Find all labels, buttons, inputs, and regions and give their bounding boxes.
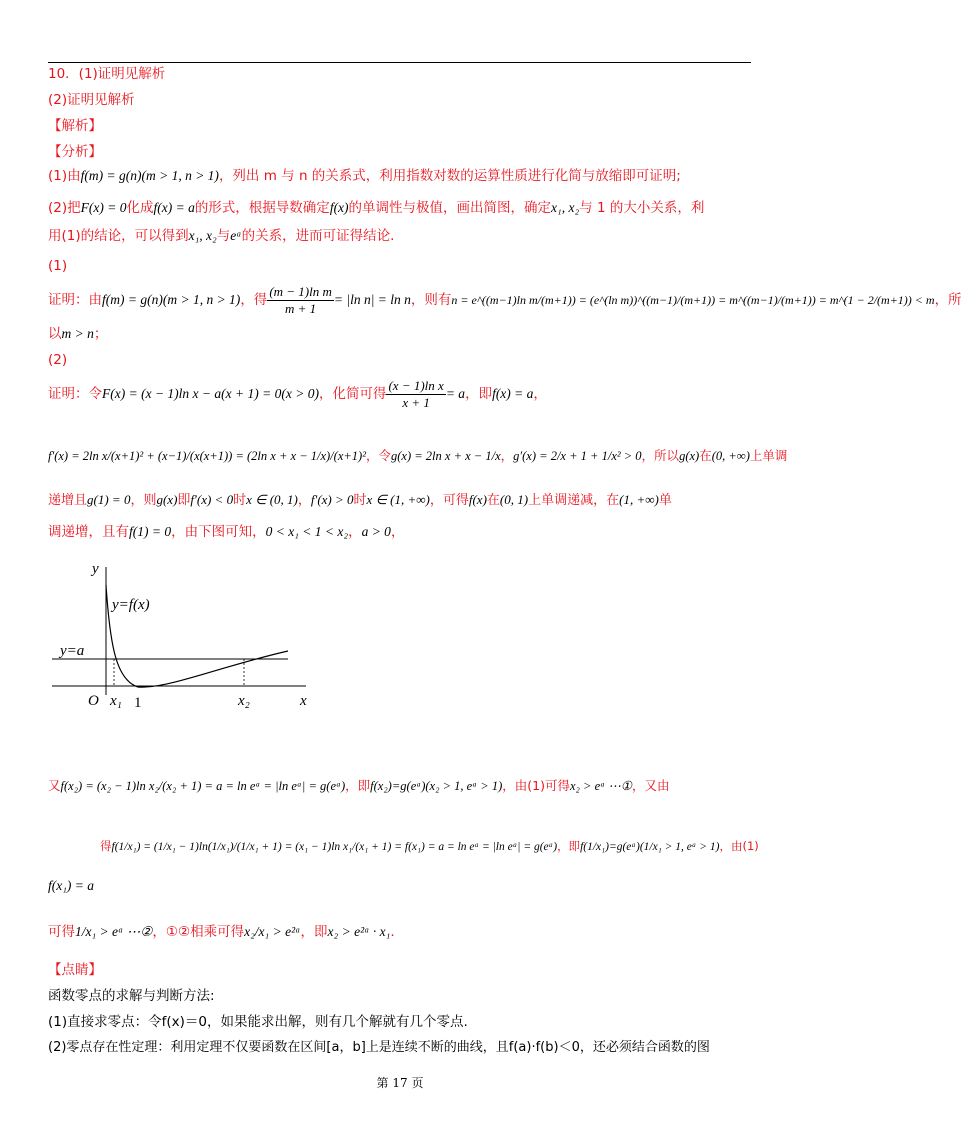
page-footer: 第 17 页 [376,1076,424,1090]
line-label: y=a [60,643,85,659]
later-line2: 得f(1/x₁) = (1/x₁ − 1)ln(1/x₁)/(1/x₁ + 1) = (x₁ − 1)ln x₁/(x₁ + 1) = f(x₁) = a = ln eᵃ = |ln eᵃ| = g(eᵃ)，即f(1/x₁)=g(eᵃ)(1/x₁ > 1, eᵃ > 1)，由(1) [100,839,759,853]
analysis-part1: (1)由f(m) = g(n)(m > 1, n > 1)，列出 m 与 n 的关系式，利用指数对数的运算性质进行化简与放缩即可证明; [48,168,681,184]
part1-proof: 证明：由f(m) = g(n)(m > 1, n > 1)，得 $\frac{\text{(m − 1)ln m}}{m + 1}$ = |ln n| = ln n，则有n = e^((m−1)ln m/(m+1)) = (e^(ln m))^((m−1)/(m+1)) = m^((m−1)/(m+1)) = m^(1 − 2/(m+1)) < m，所 [48,283,962,316]
later-line3: 可得1/x₁ > eᵃ ⋯②，①②相乘可得x₂/x₁ > e²ᵃ，即x₂ > e²ᵃ · x₁. [48,924,395,940]
x-axis-label: x [300,693,307,709]
curve-label: y=f(x) [112,597,150,613]
comment-line2: (1)直接求零点：令f(x)＝0，如果能求出解，则有几个解就有几个零点. [48,1014,468,1030]
x2-tick-label: x₂ [238,693,250,709]
comment-line3: (2)零点存在性定理：利用定理不仅要函数在区间[a，b]上是连续不断的曲线，且f(a)·f(b)＜0，还必须结合函数的图 [48,1040,710,1055]
section-comment-heading: 【点睛】 [48,962,102,978]
function-graph [48,555,318,715]
x1-tick-label: x₁ [110,693,122,709]
analysis-part2-line1: (2)把F(x) = 0化成f(x) = a的形式，根据导数确定f(x)的单调性与极值，画出简图，确定x₁, x₂与 1 的大小关系，利 [48,200,705,216]
part2-conclusion-line: 调递增，且有f(1) = 0，由下图可知，0 < x₁ < 1 < x₂，a > 0， [48,524,405,540]
part1-conclusion: 以m > n； [48,326,108,342]
section-analysis-heading: 【解析】 [48,118,102,134]
part2-label: (2) [48,352,68,368]
question-part2-line: (2)证明见解析 [48,92,135,108]
part2-derivative-line: f′(x) = 2ln x/(x+1)² + (x−1)/(x(x+1)) = (2ln x + x − 1/x)/(x+1)²，令g(x) = 2ln x + x − 1/x，g′(x) = 2/x + 1 + 1/x² > 0，所以g(x)在(0, +∞)上单调 [48,448,788,463]
part1-label: (1) [48,258,68,274]
origin-label: O [88,693,99,709]
top-rule [48,62,751,63]
comment-line1: 函数零点的求解与判断方法: [48,988,215,1004]
part2-monotonic-line: 递增且g(1) = 0，则g(x)即f′(x) < 0时x ∈ (0, 1)，f′(x) > 0时x ∈ (1, +∞)，可得f(x)在(0, 1)上单调递减，在(1, +∞)单 [48,492,672,508]
question-number-line: 10．(1)证明见解析 [48,66,166,82]
section-breakdown-heading: 【分析】 [48,144,102,160]
later-line1: 又f(x₂) = (x₂ − 1)ln x₂/(x₂ + 1) = a = ln eᵃ = |ln eᵃ| = g(eᵃ)，即f(x₂)=g(eᵃ)(x₂ > 1, eᵃ > 1)，由(1)可得x₂ > eᵃ ⋯①，又由 [48,778,670,793]
y-axis-label: y [92,561,99,577]
analysis-part2-line2: 用(1)的结论，可以得到x₁, x₂与eᵃ的关系，进而可证得结论. [48,228,395,244]
part2-proof-line1: 证明：令F(x) = (x − 1)ln x − a(x + 1) = 0(x > 0)，化简可得 $\frac{\text{(x − 1)ln x}}{x + 1}$ = a，即f(x) = a， [48,377,547,410]
one-tick-label: 1 [134,695,142,711]
later-fx1: f(x₁) = a [48,878,95,893]
